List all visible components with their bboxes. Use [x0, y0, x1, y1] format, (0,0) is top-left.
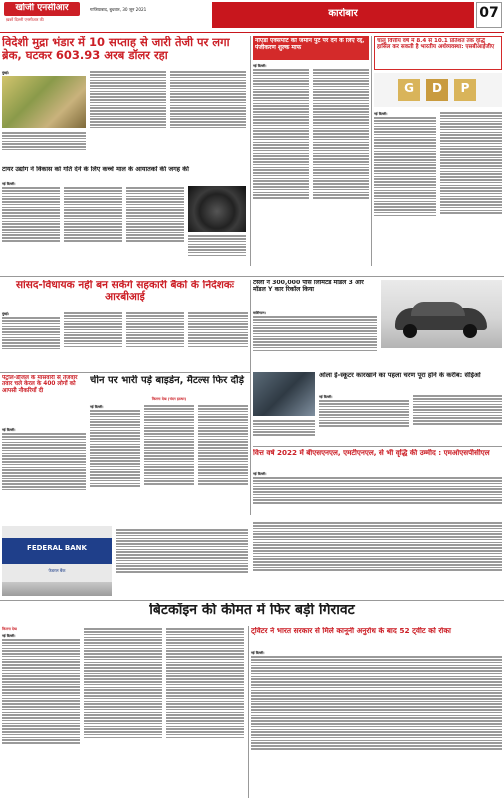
forex-body-col3 — [170, 70, 246, 164]
bitcoin-headline: बिटकॉइन की कीमत में फिर बड़ी गिरावट — [149, 603, 355, 618]
forex-body-col2 — [90, 70, 166, 164]
forex-headline: विदेशी मुद्रा भंडार में 10 सप्ताह से जारी तेजी पर लगा ब्रेक, घटकर 603.93 अरब डॉलर रहा — [2, 36, 230, 62]
brand-name: खोजी एनसीआर — [15, 3, 69, 13]
mps-body-col4 — [188, 311, 248, 370]
tractor-dateline: नई दिल्ली। — [2, 182, 16, 186]
gdp-block-g: G — [404, 82, 414, 95]
noida-dateline: नई दिल्ली। — [253, 64, 267, 68]
story-ola — [253, 372, 502, 444]
ola-dateline: नई दिल्ली। — [319, 395, 333, 399]
brand-tagline: ख़बरें दिल्ली एनसीआर की — [6, 17, 44, 22]
tyre-photo — [188, 186, 246, 232]
china-body-col1 — [90, 409, 140, 525]
story-tractor — [2, 166, 248, 274]
tractor-headline: टायर उद्योग ने विकास को गति देने के लिए कच्चे माल के आयातकों की जगह की — [2, 166, 189, 173]
tractor-body-col4 — [188, 234, 246, 274]
story-china — [90, 375, 248, 525]
forex-photo — [2, 76, 86, 128]
china-body-col3 — [198, 404, 248, 525]
ola-photo — [253, 372, 315, 416]
noida-body-col2 — [313, 68, 369, 264]
federal-bank-photo — [2, 526, 112, 596]
fiscal-dateline: नई दिल्ली। — [253, 472, 267, 476]
story-mps — [2, 280, 248, 370]
gdp-headline: चालू वित्तीय वर्ष में 8.4 से 10.1 प्रतिशत तक वृद्धि हासिल कर सकती है भारतीय अर्थव्यवस्था: एसबीआईजीए — [377, 38, 495, 51]
bitcoin-body-col3 — [166, 627, 244, 798]
fiscal-body — [253, 476, 502, 519]
twitter-dateline: नई दिल्ली। — [251, 651, 265, 655]
story-noida — [253, 36, 369, 266]
petrol-dateline: नई दिल्ली। — [2, 428, 16, 432]
gdp-block-d: D — [432, 82, 442, 95]
tesla-car-photo — [381, 280, 502, 348]
federal-bank-sign-hindi: फेडरल बैंक — [48, 568, 66, 573]
bitcoin-body-col2 — [84, 627, 162, 798]
gdp-photo — [374, 73, 502, 107]
gdp-block-p: P — [460, 82, 470, 95]
mps-dateline: मुंबई। — [2, 312, 9, 316]
masthead — [0, 0, 504, 32]
story-fiscal — [253, 449, 502, 519]
gdp-body-col1 — [374, 116, 436, 266]
bitcoin-subhead: कितना देख — [2, 627, 17, 631]
tractor-body-col2 — [64, 186, 122, 274]
twitter-body — [251, 655, 502, 798]
story-gdp — [374, 36, 502, 266]
story-forex — [2, 36, 248, 164]
fiscal-body-continued — [253, 521, 502, 597]
story-tesla — [253, 280, 502, 370]
tesla-body — [253, 315, 377, 370]
tesla-headline: टेस्ला ने 300,000 पीस लिमिटेड मॉडल 3 और मॉडल Y कार रिकॉल किया — [253, 280, 364, 293]
ola-body-col2 — [413, 394, 502, 444]
twitter-headline: ट्विटर ने भारत सरकार से मिले कानूनी अनुरोध के बाद 52 ट्वीट को रोका — [251, 627, 451, 635]
fiscal-headline: वित्त वर्ष 2022 में बीएसएनएल, एमटीएनएल, से भी वृद्धि की उम्मीद : एमओएसपीसीएल — [253, 449, 490, 457]
section-title: कारोबार — [328, 8, 358, 19]
mps-body-col3 — [126, 311, 184, 370]
noida-body-col1 — [253, 68, 309, 264]
forex-dateline: मुंबई। — [2, 71, 9, 75]
story-petrol — [2, 375, 86, 525]
forex-body-col1 — [2, 131, 86, 164]
china-headline: चीन पर भारी पड़े बाइडेन, मैटल्स फिर दौड़े — [90, 375, 244, 386]
tractor-body-col3 — [126, 186, 184, 274]
tractor-body-col1 — [2, 186, 60, 274]
petrol-headline: पेट्रोल-डीजल के मासवारी से तेजवार तवार चले केरल के 400 लोगों को आपसी नौकरियाँ दी — [2, 375, 78, 394]
ola-body-col0 — [253, 419, 315, 444]
gdp-dateline: नई दिल्ली। — [374, 112, 388, 116]
bitcoin-dateline: नई दिल्ली। — [2, 634, 16, 638]
china-body-continued — [116, 528, 248, 596]
china-byline: कितना देख (चंदन हठधर) — [151, 397, 187, 401]
china-body-col2 — [144, 404, 194, 525]
federal-bank-sign: FEDERAL BANK — [27, 545, 87, 552]
china-dateline: नई दिल्ली। — [90, 405, 104, 409]
noida-headline: नोएडा एक्सपोर्ट की जमीन पुर्ट पर देने के लिए रद्द, पंजीकरण शुल्क माफ — [255, 38, 365, 51]
dateline: गाजियाबाद, बुधवार, 30 जून 2021 — [90, 7, 147, 12]
ola-headline: ओला ई-स्कूटर कारखाने का पहला चरण पूरा होने के करीब: सीईओ — [319, 372, 481, 379]
story-twitter — [251, 627, 502, 798]
petrol-body — [2, 432, 86, 525]
tesla-dateline: वाशिंगटन। — [253, 311, 266, 315]
mps-body-col2 — [64, 311, 122, 370]
page-number: 07 — [479, 6, 499, 21]
gdp-body-col2 — [440, 111, 502, 266]
mps-headline: सांसद-विधायक नहीं बन सकेंगे सहकारी बैंकों के निदेशकः आरबीआई — [15, 280, 235, 303]
ola-body-col1 — [319, 399, 409, 444]
bitcoin-body-col1 — [2, 638, 80, 798]
mps-body-col1 — [2, 316, 60, 370]
